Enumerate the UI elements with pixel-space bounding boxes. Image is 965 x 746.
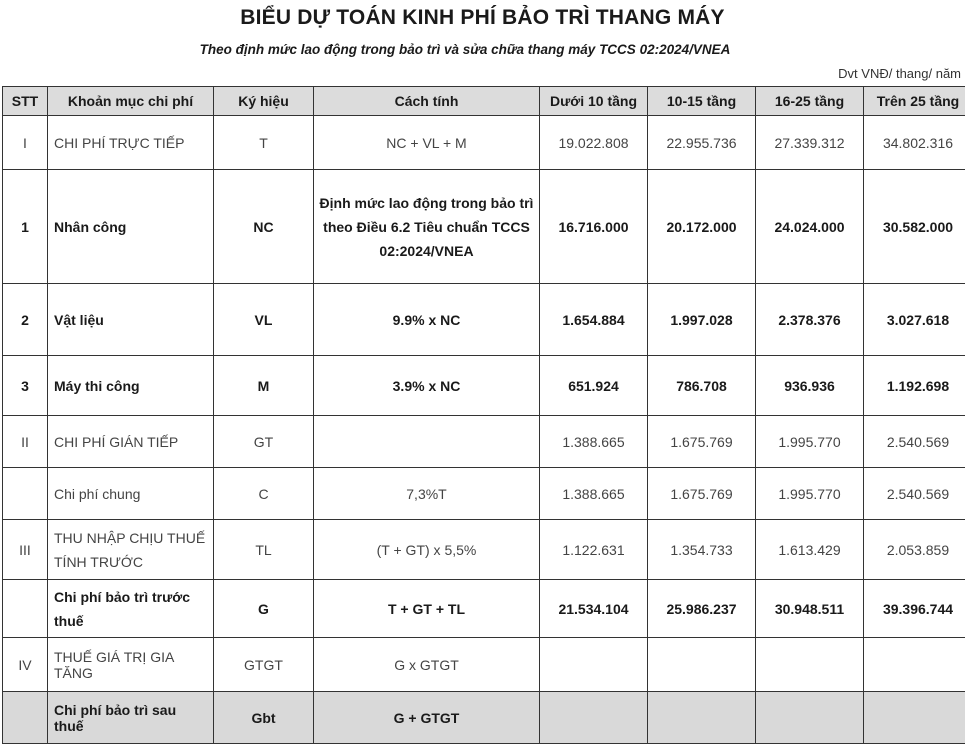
cell-value: 16.716.000 bbox=[540, 170, 648, 284]
cell-value bbox=[648, 638, 756, 692]
cell-value: 2.540.569 bbox=[864, 468, 965, 520]
col-header-code: Ký hiệu bbox=[214, 87, 314, 116]
table-row bbox=[3, 580, 965, 638]
cell-value: 1.995.770 bbox=[756, 416, 864, 468]
cell-formula: G x GTGT bbox=[314, 638, 540, 692]
cell-formula: NC + VL + M bbox=[314, 116, 540, 170]
cell-value: 2.540.569 bbox=[864, 416, 965, 468]
cell-code: C bbox=[214, 468, 314, 520]
cell-value: 1.388.665 bbox=[540, 468, 648, 520]
cost-estimate-table bbox=[2, 86, 965, 744]
table-row bbox=[3, 692, 965, 744]
table-row bbox=[3, 416, 965, 468]
cell-value bbox=[648, 692, 756, 744]
cell-code: Gbt bbox=[214, 692, 314, 744]
cell-stt bbox=[3, 580, 48, 638]
cell-code: GT bbox=[214, 416, 314, 468]
cell-value: 2.053.859 bbox=[864, 520, 965, 580]
cell-value: 786.708 bbox=[648, 356, 756, 416]
cell-code: T bbox=[214, 116, 314, 170]
cell-item: Nhân công bbox=[48, 170, 214, 284]
cell-value: 1.997.028 bbox=[648, 284, 756, 356]
col-header-formula: Cách tính bbox=[314, 87, 540, 116]
table-row bbox=[3, 468, 965, 520]
cell-code: G bbox=[214, 580, 314, 638]
cell-value: 1.995.770 bbox=[756, 468, 864, 520]
cell-item: Chi phí bảo trì sau thuế bbox=[48, 692, 214, 744]
cell-formula: (T + GT) x 5,5% bbox=[314, 520, 540, 580]
cell-code: VL bbox=[214, 284, 314, 356]
cell-value: 651.924 bbox=[540, 356, 648, 416]
cell-value: 24.024.000 bbox=[756, 170, 864, 284]
cell-value: 25.986.237 bbox=[648, 580, 756, 638]
cell-value: 20.172.000 bbox=[648, 170, 756, 284]
cell-stt: 1 bbox=[3, 170, 48, 284]
table-row bbox=[3, 520, 965, 580]
cell-value bbox=[864, 692, 965, 744]
cell-value: 1.192.698 bbox=[864, 356, 965, 416]
cell-formula: T + GT + TL bbox=[314, 580, 540, 638]
cell-formula: 7,3%T bbox=[314, 468, 540, 520]
cell-value: 1.388.665 bbox=[540, 416, 648, 468]
cell-item: Chi phí bảo trì trước thuế bbox=[48, 580, 214, 638]
col-header-item: Khoản mục chi phí bbox=[48, 87, 214, 116]
cell-value bbox=[540, 692, 648, 744]
cell-value: 34.802.316 bbox=[864, 116, 965, 170]
cell-value: 1.122.631 bbox=[540, 520, 648, 580]
cell-formula: 3.9% x NC bbox=[314, 356, 540, 416]
cell-value: 22.955.736 bbox=[648, 116, 756, 170]
col-header-10-15: 10-15 tầng bbox=[648, 87, 756, 116]
cell-value bbox=[756, 692, 864, 744]
cell-item: Chi phí chung bbox=[48, 468, 214, 520]
table-row bbox=[3, 170, 965, 284]
cell-value: 27.339.312 bbox=[756, 116, 864, 170]
unit-note: Dvt VNĐ/ thang/ năm bbox=[838, 66, 961, 81]
cell-value: 1.675.769 bbox=[648, 468, 756, 520]
cell-item: Máy thi công bbox=[48, 356, 214, 416]
cell-value bbox=[864, 638, 965, 692]
cell-value: 2.378.376 bbox=[756, 284, 864, 356]
cell-code: NC bbox=[214, 170, 314, 284]
cell-formula: Định mức lao động trong bảo trì theo Điều 6.2 Tiêu chuẩn TCCS 02:2024/VNEA bbox=[314, 170, 540, 284]
col-header-16-25: 16-25 tầng bbox=[756, 87, 864, 116]
cell-value: 1.675.769 bbox=[648, 416, 756, 468]
cell-item: CHI PHÍ GIÁN TIẾP bbox=[48, 416, 214, 468]
cell-stt: 3 bbox=[3, 356, 48, 416]
cell-stt: III bbox=[3, 520, 48, 580]
cell-item: THU NHẬP CHỊU THUẾ TÍNH TRƯỚC bbox=[48, 520, 214, 580]
page-title: BIỂU DỰ TOÁN KINH PHÍ BẢO TRÌ THANG MÁY bbox=[240, 6, 725, 29]
cell-code: M bbox=[214, 356, 314, 416]
cell-stt bbox=[3, 468, 48, 520]
header-row bbox=[3, 87, 965, 116]
cell-value: 30.582.000 bbox=[864, 170, 965, 284]
col-header-over-25: Trên 25 tầng bbox=[864, 87, 965, 116]
col-header-stt: STT bbox=[3, 87, 48, 116]
cell-item: CHI PHÍ TRỰC TIẾP bbox=[48, 116, 214, 170]
cell-value bbox=[540, 638, 648, 692]
cell-value: 1.654.884 bbox=[540, 284, 648, 356]
cell-stt: II bbox=[3, 416, 48, 468]
cell-value: 1.613.429 bbox=[756, 520, 864, 580]
cell-value: 936.936 bbox=[756, 356, 864, 416]
cell-stt: IV bbox=[3, 638, 48, 692]
cell-value: 39.396.744 bbox=[864, 580, 965, 638]
cell-stt: 2 bbox=[3, 284, 48, 356]
cell-value: 19.022.808 bbox=[540, 116, 648, 170]
cell-item: THUẾ GIÁ TRỊ GIA TĂNG bbox=[48, 638, 214, 692]
page-subtitle: Theo định mức lao động trong bảo trì và sửa chữa thang máy TCCS 02:2024/VNEA bbox=[199, 42, 731, 57]
table-row bbox=[3, 284, 965, 356]
col-header-under-10: Dưới 10 tầng bbox=[540, 87, 648, 116]
table-row bbox=[3, 356, 965, 416]
table-row bbox=[3, 638, 965, 692]
cell-code: TL bbox=[214, 520, 314, 580]
cell-value: 30.948.511 bbox=[756, 580, 864, 638]
cell-value: 1.354.733 bbox=[648, 520, 756, 580]
cell-stt: I bbox=[3, 116, 48, 170]
cell-formula: G + GTGT bbox=[314, 692, 540, 744]
cell-formula bbox=[314, 416, 540, 468]
cell-code: GTGT bbox=[214, 638, 314, 692]
table-row bbox=[3, 116, 965, 170]
cell-formula: 9.9% x NC bbox=[314, 284, 540, 356]
cell-stt bbox=[3, 692, 48, 744]
cell-value: 3.027.618 bbox=[864, 284, 965, 356]
cell-value: 21.534.104 bbox=[540, 580, 648, 638]
cell-item: Vật liệu bbox=[48, 284, 214, 356]
cell-value bbox=[756, 638, 864, 692]
